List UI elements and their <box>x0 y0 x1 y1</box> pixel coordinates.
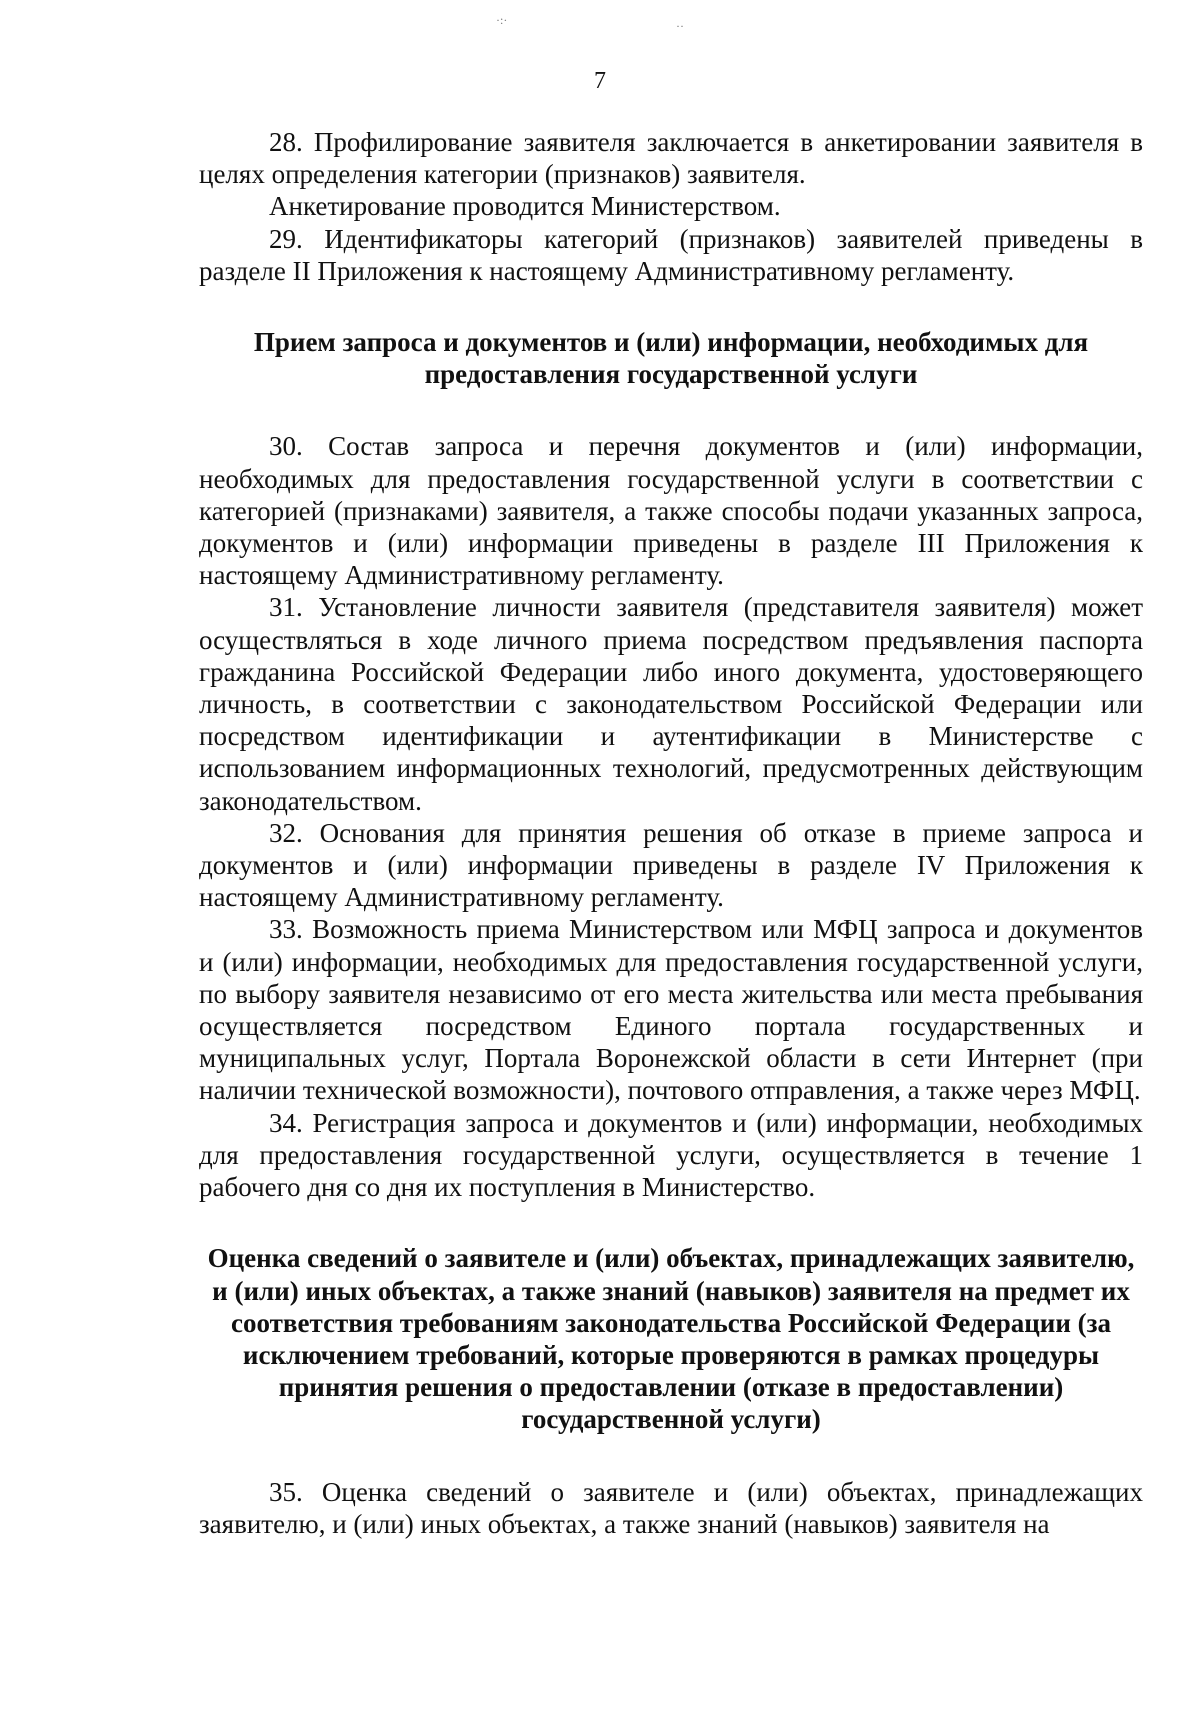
paragraph-28: 28. Профилирование заявителя заключается в анкетировании заявителя в целях определения категории (признаков) заявителя. <box>199 127 1143 190</box>
page-number: 7 <box>594 68 606 94</box>
paragraph-34: 34. Регистрация запроса и документов и (или) информации, необходимых для предоставления государственной услуги, осуществляется в течение 1 рабочего дня со дня их поступления в Министерство. <box>199 1107 1143 1203</box>
scan-speck: ·· <box>676 19 684 33</box>
paragraph-30: 30. Состав запроса и перечня документов и (или) информации, необходимых для предоставления государственной услуги в соответствии с категорией (признаками) заявителя, а также способы подачи указанных запроса, документов и (или) информации приведены в разделе III Приложения к настоящему Административному регламенту. <box>199 431 1143 591</box>
paragraph-29: 29. Идентификаторы категорий (признаков) заявителей приведены в разделе II Приложения к настоящему Административному регламенту. <box>199 223 1143 286</box>
document-body <box>199 126 1143 1540</box>
section-heading-applicant-assessment: Оценка сведений о заявителе и (или) объектах, принадлежащих заявителю, и (или) иных объектах, а также знаний (навыков) заявителя на предмет их соответствия требованиям законодательства Российской Федерации (за исключением требований, которые проверяются в рамках процедуры принятия решения о предоставлении (отказе в предоставлении) государственной услуги) <box>207 1243 1135 1435</box>
paragraph-survey: Анкетирование проводится Министерством. <box>269 191 781 222</box>
paragraph-33: 33. Возможность приема Министерством или МФЦ запроса и документов и (или) информации, необходимых для предоставления государственной услуги, по выбору заявителя независимо от его места жительства или места пребывания осуществляется посредством Единого портала государственных и муниципальных услуг, Портала Воронежской области в сети Интернет (при наличии технической возможности), почтового отправления, а также через МФЦ. <box>199 914 1143 1106</box>
paragraph-35: 35. Оценка сведений о заявителе и (или) объектах, принадлежащих заявителю, и (или) иных объектах, а также знаний (навыков) заявителя на <box>199 1476 1143 1539</box>
paragraph-31: 31. Установление личности заявителя (представителя заявителя) может осуществляться в ходе личного приема посредством предъявления паспорта гражданина Российской Федерации либо иного документа, удостоверяющего личность, в соответствии с законодательством Российской Федерации или посредством идентификации и аутентификации в Министерстве с использованием информационных технологий, предусмотренных действующим законодательством. <box>199 592 1143 816</box>
section-heading-request-reception: Прием запроса и документов и (или) информации, необходимых для предоставления государственной услуги <box>253 327 1089 390</box>
paragraph-32: 32. Основания для принятия решения об отказе в приеме запроса и документов и (или) информации приведены в разделе IV Приложения к настоящему Административному регламенту. <box>199 817 1143 913</box>
scan-speck: ·:· <box>496 13 508 27</box>
